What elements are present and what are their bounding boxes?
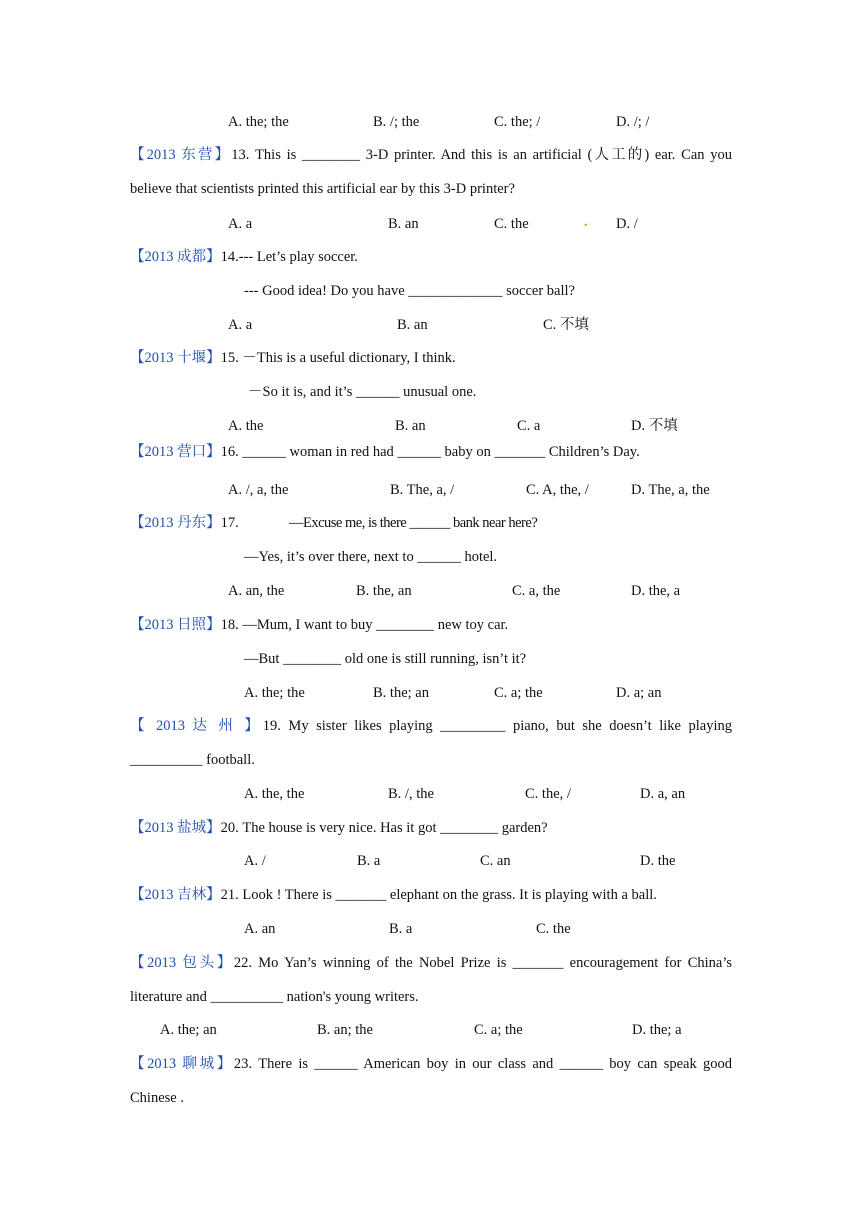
q18-option-d: D. a; an xyxy=(616,685,662,701)
q14-question-line xyxy=(130,248,358,266)
q22-option-a: A. the; an xyxy=(160,1022,217,1038)
q14-option-b: B. an xyxy=(397,317,428,333)
q12-option-b: B. /; the xyxy=(373,114,420,130)
q17-option-c: C. a, the xyxy=(512,583,561,599)
q12-option-d: D. /; / xyxy=(616,114,650,130)
q18-option-c: C. a; the xyxy=(494,685,543,701)
q20-source-tag: 【2013 盐城】 xyxy=(130,820,221,836)
q15-question-text: 15. －This is a useful dictionary, I think. xyxy=(220,350,456,366)
q18-question-line-2: —But ________ old one is still running, isn’t it? xyxy=(244,651,527,667)
q12-option-c: C. the; / xyxy=(494,114,541,130)
q14-source-tag: 【2013 成都】 xyxy=(130,249,221,265)
q14-question-text: 14.--- Let’s play soccer. xyxy=(220,249,358,265)
q17-question-number: 17. xyxy=(220,515,239,531)
q18-question-text: 18. —Mum, I want to buy ________ new toy car. xyxy=(220,617,509,633)
q20-option-a: A. / xyxy=(244,853,266,869)
q22-question-text: 22. Mo Yan’s winning of the Nobel Prize is _______ encouragement for China’s xyxy=(233,955,733,971)
q22-source-tag: 【2013 包头】 xyxy=(130,955,234,971)
q21-option-a: A. an xyxy=(244,921,276,937)
q19-option-a: A. the, the xyxy=(244,786,305,802)
q16-option-d: D. The, a, the xyxy=(631,482,710,498)
q13-question-text: 13. This is ________ 3-D printer. And this is an artificial (人工的) ear. Can you xyxy=(231,147,732,163)
q16-source-tag: 【2013 营口】 xyxy=(130,444,221,460)
q21-option-b: B. a xyxy=(389,921,413,937)
q19-option-b: B. /, the xyxy=(388,786,434,802)
q19-question-text: 19. My sister likes playing _________ piano, but she doesn’t like playing xyxy=(262,718,732,734)
q15-source-tag: 【2013 十堰】 xyxy=(130,350,221,366)
q20-option-b: B. a xyxy=(357,853,381,869)
q22-option-b: B. an; the xyxy=(317,1022,373,1038)
q19-question-line xyxy=(130,717,732,735)
q23-question-line-2: Chinese . xyxy=(130,1090,184,1106)
q15-option-d: D. 不填 xyxy=(631,418,678,434)
q16-question-line xyxy=(130,443,640,461)
q17-option-d: D. the, a xyxy=(631,583,681,599)
q20-option-d: D. the xyxy=(640,853,676,869)
q17-source-tag: 【2013 丹东】 xyxy=(130,515,221,531)
q17-question-line xyxy=(130,514,239,532)
q23-question-line xyxy=(130,1055,732,1073)
q16-question-text: 16. ______ woman in red had ______ baby on _______ Children’s Day. xyxy=(220,444,640,460)
q16-option-b: B. The, a, / xyxy=(390,482,455,498)
q21-question-text: 21. Look ! There is _______ elephant on the grass. It is playing with a ball. xyxy=(220,887,657,903)
q18-source-tag: 【2013 日照】 xyxy=(130,617,221,633)
q14-option-c: C. 不填 xyxy=(543,317,589,333)
q18-option-a: A. the; the xyxy=(244,685,305,701)
q12-option-a: A. the; the xyxy=(228,114,289,130)
q22-option-d: D. the; a xyxy=(632,1022,682,1038)
q13-question-line xyxy=(130,146,732,164)
q19-source-tag: 【 2013 达 州 】 xyxy=(130,718,263,734)
q20-option-c: C. an xyxy=(480,853,511,869)
q22-question-line-2: literature and __________ nation's young writers. xyxy=(130,989,419,1005)
q17-option-a: A. an, the xyxy=(228,583,285,599)
q14-option-a: A. a xyxy=(228,317,253,333)
q15-option-a: A. the xyxy=(228,418,264,434)
q19-option-c: C. the, / xyxy=(525,786,571,802)
q13-option-a: A. a xyxy=(228,216,253,232)
q17-question-line-2: —Yes, it’s over there, next to ______ hotel. xyxy=(244,549,498,565)
q13-question-line-2: believe that scientists printed this artificial ear by this 3-D printer? xyxy=(130,181,515,197)
q13-source-tag: 【2013 东营】 xyxy=(130,147,232,163)
q22-question-line xyxy=(130,954,732,972)
q15-question-line-2: －So it is, and it’s ______ unusual one. xyxy=(248,384,477,400)
q13-option-b: B. an xyxy=(388,216,419,232)
q16-option-a: A. /, a, the xyxy=(228,482,289,498)
q20-question-text: 20. The house is very nice. Has it got ________ garden? xyxy=(220,820,548,836)
q21-source-tag: 【2013 吉林】 xyxy=(130,887,221,903)
q19-question-line-2: __________ football. xyxy=(130,752,255,768)
q13-option-c: C. the xyxy=(494,216,529,232)
q20-question-line xyxy=(130,819,548,837)
q19-option-d: D. a, an xyxy=(640,786,686,802)
q17-question-text: —Excuse me, is there ______ bank near here? xyxy=(289,515,538,531)
q15-question-line xyxy=(130,349,456,367)
q21-option-c: C. the xyxy=(536,921,571,937)
decorative-dot: . xyxy=(584,214,588,230)
q21-question-line xyxy=(130,886,657,904)
q14-question-line-2: --- Good idea! Do you have _____________ soccer ball? xyxy=(244,283,575,299)
q18-option-b: B. the; an xyxy=(373,685,429,701)
q13-option-d: D. / xyxy=(616,216,638,232)
q15-option-c: C. a xyxy=(517,418,541,434)
q18-question-line xyxy=(130,616,508,634)
q17-option-b: B. the, an xyxy=(356,583,412,599)
q23-source-tag: 【2013 聊城】 xyxy=(130,1056,234,1072)
q16-option-c: C. A, the, / xyxy=(526,482,589,498)
q15-option-b: B. an xyxy=(395,418,426,434)
q23-question-text: 23. There is ______ American boy in our class and ______ boy can speak good xyxy=(233,1056,732,1072)
q22-option-c: C. a; the xyxy=(474,1022,523,1038)
